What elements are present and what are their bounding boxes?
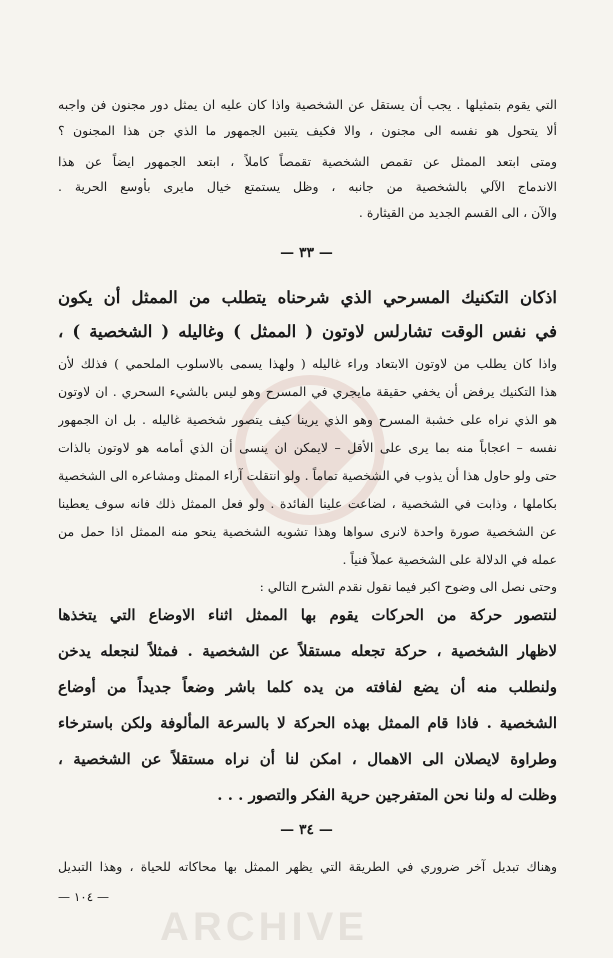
bold-text-line: لنتصور حركة من الحركات يقوم بها الممثل اثناء الاوضاع التي يتخذها [58,606,557,624]
text-line: ألا يتحول هو نفسه الى مجنون ، والا فكيف يتبين الجمهور ما الذي جن هذا المجنون ؟ [58,123,557,138]
text-line: حتى ولو حاول هذا أن يذوب في الشخصية تماماً . ولو انتقلت آراء الممثل ومشاعره الى الشخصية [58,468,557,483]
archive-watermark-text: ARCHIVE [160,905,369,949]
bold-text-line: ولنطلب منه أن يضع لفافته من يده كلما باشر وضعاً جديداً من أوضاع [58,678,557,696]
text-line: والآن ، الى القسم الجديد من القيثارة . [358,205,557,220]
text-line: بكاملها ، وذابت في الشخصية ، لضاعت علينا الفائدة . ولو فعل الممثل ذلك فانه سوف يعطينا [58,496,557,511]
text-line: التي يقوم بتمثيلها . يجب أن يستقل عن الشخصية واذا كان عليه ان يمثل دور مجنون فن واجبه [58,97,557,112]
bold-text-line: في نفس الوقت تشارلس لاوتون ( الممثل ) وغاليله ( الشخصية ) ، [58,322,557,341]
bold-text-line: الشخصية . فاذا قام الممثل بهذه الحركة لا بالسرعة المألوفة ولكن باسترخاء [58,714,557,732]
text-line: الاندماج الآلي بالشخصية من جانبه ، وظل يستمتع خيال مايرى بأوسع الحرية . [58,179,557,194]
text-line: ومتى ابتعد الممثل عن تقمص الشخصية تقمصاً كاملاً ، ابتعد الجمهور ايضاً عن هذا [58,154,557,169]
text-line: عن الشخصية صورة واحدة لانرى سواها وهذا تشويه الشخصية ينحو منه الممثل اذا حمل من [58,524,557,539]
bold-text-line: اذكان التكنيك المسرحي الذي شرحناه يتطلب من الممثل أن يكون [58,288,557,307]
text-line: هذا التكنيك يرفض أن يخفي حقيقة مايجري في المسرح وهو ليس بالشيء السحري . ان لاوتون [58,384,557,399]
text-line: نفسه – اعجاباً منه بما يرى على الأقل – لايمكن ان ينسى أن الذي أمامه هو لاوتون بالذات [58,440,557,455]
bold-text-line: لاظهار الشخصية ، حركة تجعله مستقلاً عن الشخصية . فمثلاً لنجعله يدخن [58,642,557,660]
bold-text-line: وظلت له ولنا نحن المتفرجين حرية الفكر والتصور . . . [217,786,557,804]
bold-text-line: وطراوة لايصلان الى الاهمال ، امكن لنا أن نراه مستقلاً عن الشخصية ، [58,750,557,768]
text-line: واذا كان يطلب من لاوتون الابتعاد وراء غاليله ( ولهذا يسمى بالاسلوب الملحمي ) فذلك لأن [58,356,557,371]
page-number: — ١٠٤ — [58,890,109,904]
text-line: هو الذي نراه على خشبة المسرح وهو الذي يرينا كيف يتصور شخصية غاليله . بل ان الجمهور [58,412,557,427]
section-divider: — ٣٣ — [280,245,333,261]
text-line: وحتى نصل الى وضوح اكبر فيما نقول نقدم الشرح التالي : [259,579,557,594]
section-divider: — ٣٤ — [280,822,333,838]
text-line: عمله في الدلالة على الشخصية عملاً فنياً . [342,552,557,567]
text-line: وهناك تبديل آخر ضروري في الطريقة التي يظهر الممثل بها محاكاته للحياة ، وهذا التبديل [58,859,557,874]
